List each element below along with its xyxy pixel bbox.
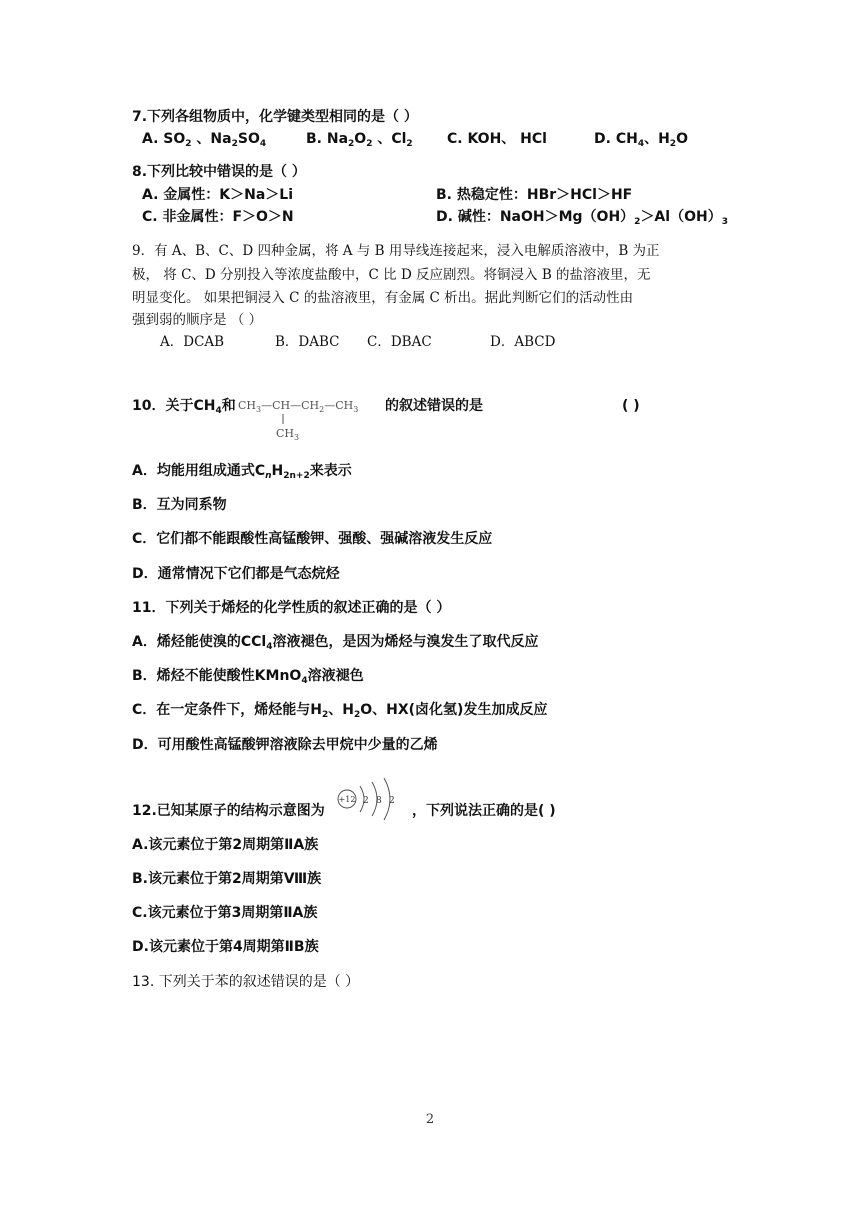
- q8-stem: 8.下列比较中错误的是（ ）: [132, 164, 306, 180]
- structure-branch: $CH_3$: [276, 427, 300, 442]
- q11-stem: 11．下列关于烯烃的化学性质的叙述正确的是（ ）: [132, 600, 451, 616]
- q7-stem: 7.下列各组物质中，化学键类型相同的是（ ）: [132, 109, 418, 125]
- q9-line-3: 明显变化。 如果把铜浸入 C 的盐溶液里，有金属 C 析出。据此判断它们的活动性由: [132, 290, 634, 306]
- shell-2-electrons: 8: [376, 796, 382, 806]
- shell-1-electrons: 2: [363, 796, 369, 806]
- q9-option-d: D．ABCD: [490, 334, 556, 350]
- q10-option-d: D．通常情况下它们都是气态烷烃: [132, 566, 340, 582]
- q9-line-4: 强到弱的顺序是 （ ）: [132, 312, 263, 328]
- atom-structure-diagram: [336, 776, 402, 822]
- q9-option-c: C．DBAC: [367, 334, 432, 350]
- nucleus-charge: +12: [338, 795, 356, 804]
- q10-stem: 10．关于$CH_4$和: [132, 398, 236, 416]
- q12-option-b: B.该元素位于第2周期第Ⅷ族: [132, 871, 322, 887]
- q10-answer-paren: ( ): [622, 398, 640, 414]
- shell-3-electrons: 2: [389, 796, 395, 806]
- q10-option-c: C．它们都不能跟酸性高锰酸钾、强酸、强碱溶液发生反应: [132, 531, 493, 547]
- q8-option-d: D. 碱性：$NaOH>Mg(OH)_2>Al(OH)_3$: [436, 209, 728, 227]
- q11-option-a: A．烯烃能使溴的CCl$_4$溶液褪色，是因为烯烃与溴发生了取代反应: [132, 634, 539, 652]
- q9-line-1: 9．有 A、B、C、D 四种金属，将 A 与 B 用导线连接起来，浸入电解质溶液中，B 为正: [132, 243, 660, 259]
- q9-option-a: A．DCAB: [160, 334, 225, 350]
- q11-option-b: B．烯烃不能使酸性KMnO$_4$溶液褪色: [132, 668, 364, 686]
- q7-option-b: B. $Na_2O_2$ 、$Cl_2$: [306, 131, 413, 149]
- q12-stem: 12.已知某原子的结构示意图为: [132, 803, 325, 819]
- q12-option-a: A.该元素位于第2周期第ⅡA族: [132, 837, 319, 853]
- q8-option-a: A. 金属性：K＞Na＞Li: [142, 187, 294, 203]
- q12-stem-suffix: ，下列说法正确的是( ): [412, 803, 556, 819]
- isobutane-structure-figure: [236, 394, 376, 442]
- q9-option-b: B．DABC: [275, 334, 340, 350]
- structure-main-chain: $CH_3—CH—CH_2—CH_3$: [238, 399, 359, 414]
- q7-option-c: C. KOH、 HCl: [447, 131, 547, 147]
- q7-option-d: D. $CH_4$、$H_2O$: [594, 131, 688, 149]
- q10-option-b: B．互为同系物: [132, 497, 227, 513]
- page-number: 2: [425, 1112, 435, 1127]
- q11-option-d: D．可用酸性高锰酸钾溶液除去甲烷中少量的乙烯: [132, 737, 438, 753]
- q10-option-a: A．均能用组成通式$C_nH_{2n+2}$来表示: [132, 463, 352, 481]
- q10-stem-suffix: 的叙述错误的是: [385, 398, 483, 414]
- q7-option-a: A. $SO_2$ 、$Na_2SO_4$: [142, 131, 267, 149]
- q8-option-c: C. 非金属性：F＞O＞N: [142, 209, 294, 225]
- q11-option-c: C．在一定条件下，烯烃能与$H_2$、$H_2O$、HX(卤化氢)发生加成反应: [132, 702, 548, 720]
- q8-option-b: B. 热稳定性：HBr＞HCl＞HF: [436, 187, 633, 203]
- q13-stem: 13. 下列关于苯的叙述错误的是（ ）: [132, 974, 360, 990]
- q12-option-d: D.该元素位于第4周期第ⅡB族: [132, 939, 319, 955]
- q12-option-c: C.该元素位于第3周期第ⅡA族: [132, 905, 318, 921]
- q9-line-2: 极， 将 C、D 分别投入等浓度盐酸中，C 比 D 反应剧烈。将铜浸入 B 的盐溶液里，无: [132, 267, 651, 283]
